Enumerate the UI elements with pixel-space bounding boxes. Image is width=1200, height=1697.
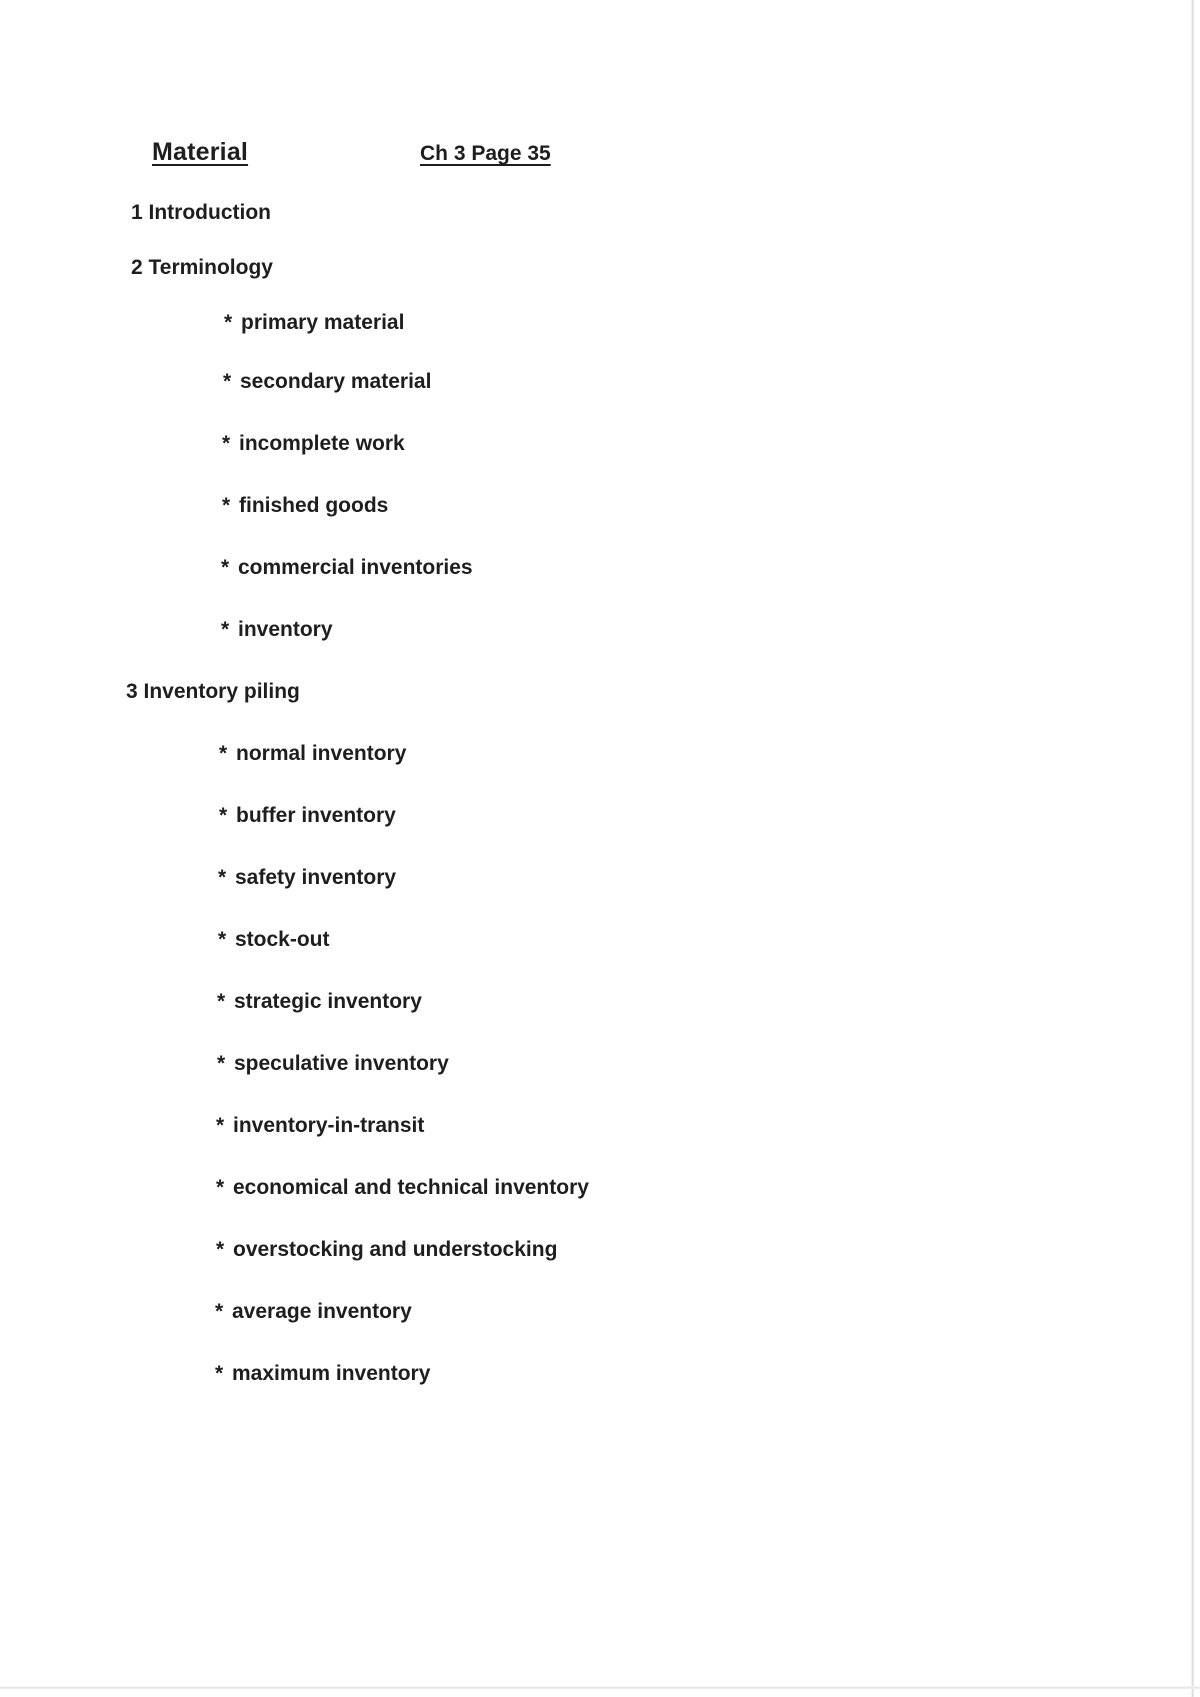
list-item: [215, 1300, 412, 1324]
list-item-label: incomplete work: [239, 432, 405, 455]
list-item: [221, 556, 473, 580]
list-item: [215, 1362, 430, 1386]
bullet-star: *: [219, 804, 228, 827]
list-item: [216, 1114, 424, 1138]
bullet-star: *: [216, 1176, 225, 1199]
section-introduction: 1 Introduction: [131, 201, 271, 224]
list-item-label: commercial inventories: [238, 556, 473, 579]
list-item: [222, 494, 388, 518]
bullet-star: *: [218, 928, 227, 951]
section-terminology: 2 Terminology: [131, 256, 273, 279]
list-item-label: primary material: [241, 311, 405, 334]
list-item-label: safety inventory: [235, 866, 397, 889]
bullet-star: *: [215, 1362, 224, 1385]
page-reference: Ch 3 Page 35: [420, 142, 551, 165]
bullet-star: *: [217, 990, 226, 1013]
list-item: [219, 742, 406, 766]
list-item-label: buffer inventory: [236, 804, 396, 827]
bullet-star: *: [217, 1052, 226, 1075]
list-item-label: maximum inventory: [232, 1362, 431, 1385]
list-item-label: normal inventory: [236, 742, 407, 765]
bullet-star: *: [216, 1114, 225, 1137]
list-item: [216, 1238, 557, 1262]
list-item-label: strategic inventory: [234, 990, 422, 1013]
section-inventory-piling: 3 Inventory piling: [126, 680, 300, 703]
list-item-label: economical and technical inventory: [233, 1176, 589, 1199]
bullet-star: *: [221, 618, 230, 641]
bullet-star: *: [224, 311, 233, 334]
list-item: [217, 990, 422, 1014]
list-item: [216, 1176, 589, 1200]
scan-edge-bottom: [0, 1686, 1200, 1689]
bullet-star: *: [222, 494, 231, 517]
bullet-star: *: [216, 1238, 225, 1261]
list-item: [222, 432, 405, 456]
bullet-star: *: [219, 742, 228, 765]
scan-edge-right: [1191, 0, 1194, 1697]
list-item-label: secondary material: [240, 370, 432, 393]
bullet-star: *: [223, 370, 232, 393]
bullet-star: *: [221, 556, 230, 579]
list-item: [221, 618, 333, 642]
list-item: [223, 370, 431, 394]
list-item: [224, 311, 404, 335]
list-item-label: finished goods: [239, 494, 389, 517]
page-title: Material: [152, 138, 249, 166]
list-item-label: inventory: [238, 618, 333, 641]
list-item-label: average inventory: [232, 1300, 412, 1323]
list-item: [218, 866, 396, 890]
list-item-label: stock-out: [235, 928, 330, 951]
bullet-star: *: [215, 1300, 224, 1323]
bullet-star: *: [222, 432, 231, 455]
list-item: [218, 928, 330, 952]
bullet-star: *: [218, 866, 227, 889]
list-item-label: speculative inventory: [234, 1052, 449, 1075]
list-item: [217, 1052, 449, 1076]
list-item-label: inventory-in-transit: [233, 1114, 425, 1137]
list-item: [219, 804, 396, 828]
list-item-label: overstocking and understocking: [233, 1238, 558, 1261]
